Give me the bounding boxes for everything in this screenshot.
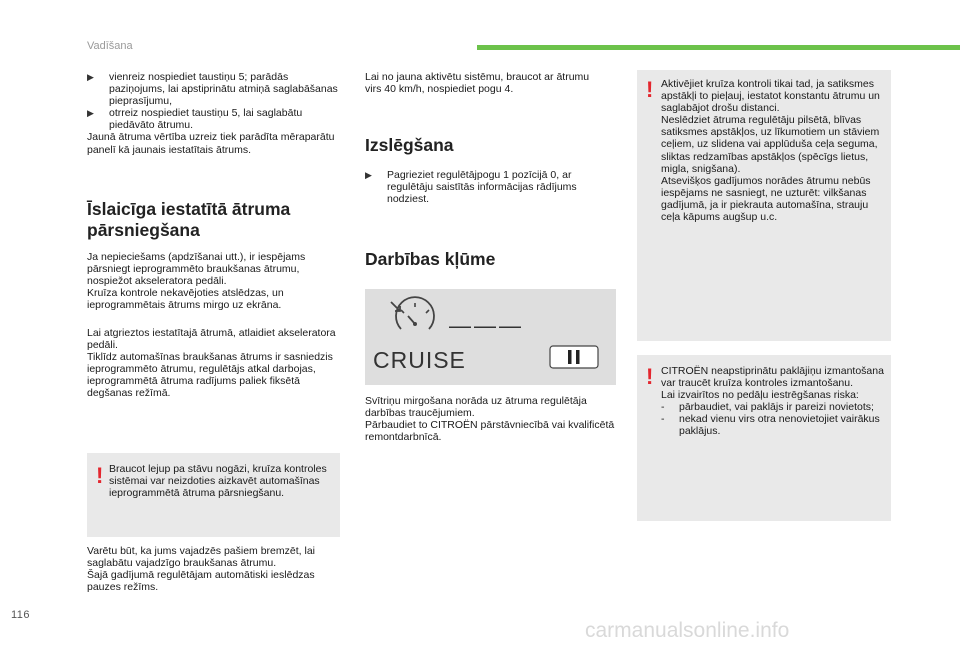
- triangle-bullet-icon: ▶: [87, 108, 94, 119]
- cruise-display-panel: [365, 289, 616, 385]
- list-item: [365, 169, 616, 205]
- paragraph: Pārbaudiet to CITROËN pārstāvniecībā vai kvalificētā remontdarbnīcā.: [365, 419, 615, 444]
- warning-text: Braucot lejup pa stāvu nogāzi, kruīza kontroles sistēmai var neizdoties aizkavēt automašīnas ieprogrammētā ātruma pārsniegšanu.: [109, 463, 327, 500]
- list-item: [87, 71, 340, 107]
- heading-switch-off: Izslēgšana: [365, 135, 454, 155]
- paragraph: Lai no jauna aktivētu sistēmu, braucot ar ātrumu virs 40 km/h, nospiediet pogu 4.: [365, 71, 590, 96]
- triangle-bullet-icon: ▶: [87, 72, 94, 82]
- list-item: - pārbaudiet, vai paklājs ir pareizi novietots;: [661, 401, 874, 414]
- watermark[interactable]: carmanualsonline.info: [585, 619, 790, 642]
- cruise-label: CRUISE: [373, 347, 466, 373]
- list-item: - nekad vienu virs otra nenovietojiet vairākus paklājus.: [661, 413, 880, 438]
- bullet-text: Pagrieziet regulētājpogu 1 pozīcijā 0, ar regulētāju saistītās informācijas rādījums nodziest.: [387, 169, 577, 206]
- warning-icon: !: [646, 364, 654, 389]
- paragraph: Svītriņu mirgošana norāda uz ātruma regulētāja darbības traucējumiem.: [365, 395, 587, 420]
- warning-box-downhill: [87, 453, 340, 537]
- paragraph: Tiklīdz automašīnas braukšanas ātrums ir sasniedzis ieprogrammēto ātrumu, regulētājs atkal darbojas, ieprogrammētā ātruma radījums paliek fiksētā degšanas režīmā.: [87, 351, 333, 400]
- column-1-body-3: [87, 545, 345, 593]
- warning-text: Aktivējiet kruīza kontroli tikai tad, ja satiksmes apstākļi to pieļauj, iestatot konstantu ātrumu un saglabājot drošu distanci. Neslēdziet ātruma regulētāju pilsētā, blīvas satiksmes apstākļos, uz līkumotiem un stāviem ceļiem, uz slidena vai applūduša ceļa seguma, sliktas redzamības apstākļos (spēcīgs lietus, migla, snigšana). Atsevišķos gadījumos norādes ātrumu nebūs iespējams ne sasniegt, ne uzturēt: vilkšanas gadījumā, ja ir piekrauta automašīna, strauju ceļa kāpums augšup u.c.: [661, 78, 880, 224]
- paragraph: Varētu būt, ka jums vajadzēs pašiem bremzēt, lai saglabātu vajadzīgo braukšanas ātrumu.: [87, 545, 315, 570]
- column-1-body-2: [87, 327, 347, 400]
- paragraph: Ja nepieciešams (apdzīšanai utt.), ir iespējams pārsniegt ieprogrammēto braukšanas ātrumu, nospiežot akseleratora pedāli.: [87, 251, 306, 288]
- column-2-intro: [365, 71, 600, 95]
- list-item: [87, 107, 340, 131]
- section-title: Vadīšana: [87, 40, 133, 52]
- bullet-text: otrreiz nospiediet taustiņu 5, lai saglabātu piedāvāto ātrumu.: [109, 107, 303, 132]
- warning-icon: !: [646, 77, 654, 102]
- column-1: [87, 71, 340, 156]
- warning-icon: !: [96, 463, 104, 488]
- column-2-switch-off: [365, 169, 616, 205]
- bullet-text: vienreiz nospiediet taustiņu 5; parādās paziņojums, lai apstiprinātu atmiņā saglabāšanas pieprasījumu,: [109, 71, 338, 108]
- paragraph: Lai atgrieztos iestatītajā ātrumā, atlaidiet akseleratora pedāli.: [87, 327, 336, 352]
- triangle-bullet-icon: ▶: [365, 170, 372, 180]
- malfunction-dashes: ———: [449, 313, 524, 338]
- warning-box-usage: [637, 70, 891, 341]
- warning-box-mats: [637, 355, 891, 521]
- page-number: 116: [11, 609, 31, 621]
- header-accent-bar: [477, 45, 960, 50]
- column-2-malfunction-body: [365, 395, 616, 443]
- heading-temporary-override: Īslaicīga iestatītā ātruma pārsniegšana: [87, 199, 291, 240]
- paragraph: Jaunā ātruma vērtība uzreiz tiek parādīta mēraparātu panelī kā jaunais iestatītais ātrums.: [87, 131, 335, 156]
- paragraph: Kruīza kontrole nekavējoties atslēdzas, un ieprogrammētais ātrums mirgo uz ekrāna.: [87, 287, 284, 312]
- heading-malfunction: Darbības kļūme: [365, 249, 496, 269]
- column-1-body: [87, 251, 345, 311]
- warning-text: CITROËN neapstiprinātu paklājiņu izmantošana var traucēt kruīza kontroles izmantošanu. Lai izvairītos no pedāļu iestrēgšanas riska: - pārbaudiet, vai paklājs ir pareizi novietots; - nekad vienu virs otra nenovietojiet vairākus paklājus.: [661, 365, 884, 438]
- paragraph: Šajā gadījumā regulētājam automātiski ieslēdzas pauzes režīms.: [87, 569, 315, 594]
